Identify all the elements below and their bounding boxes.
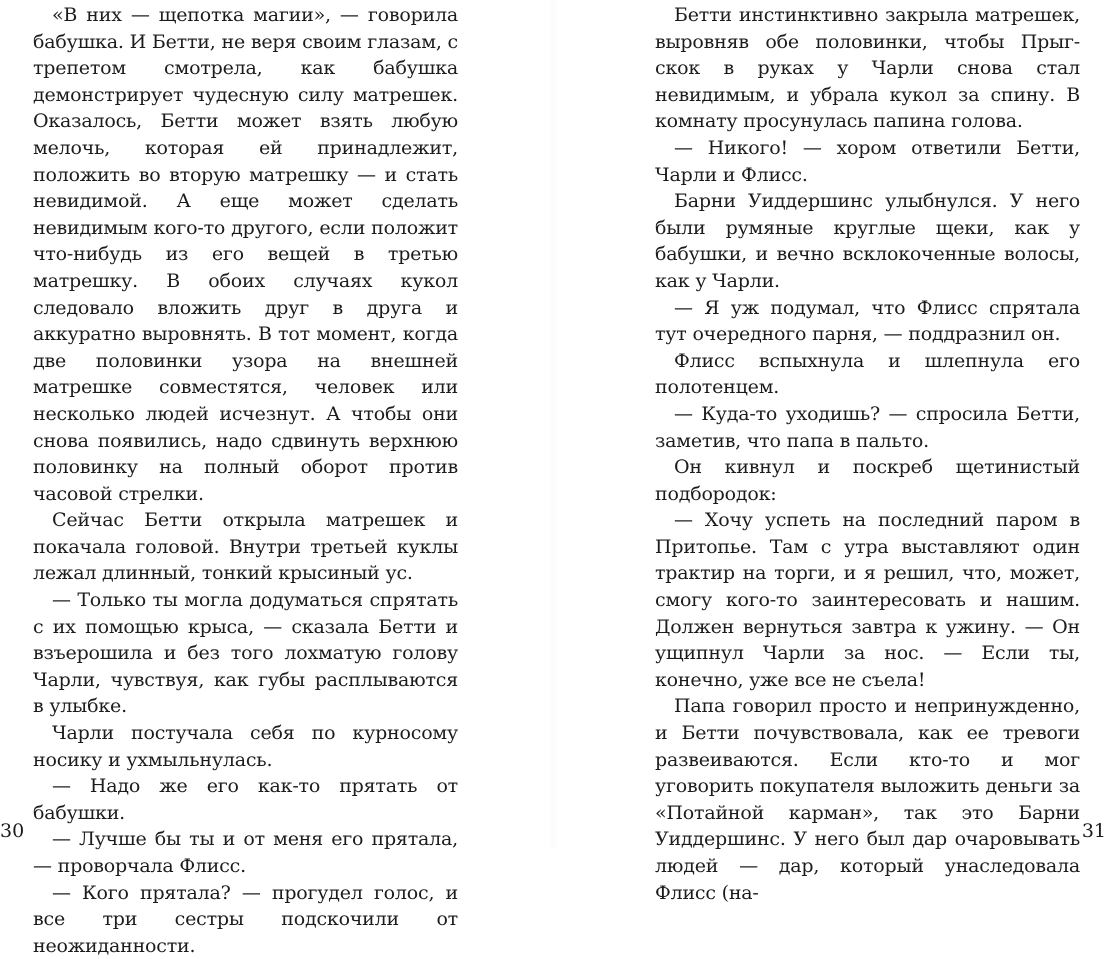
paragraph: Барни Уиддершинс улыбнулся. У него были румяные круглые щеки, как у бабушки, и вечно всклокоченные волосы, как у Чарли. — [655, 190, 1080, 292]
paragraph: Бетти инстинктивно закрыла матрешек, выровняв обе половинки, чтобы Прыг-скок в руках у Чарли снова стал невидимым, и убрала кукол за спину. В комнату просунулась папина голова. — [655, 4, 1080, 133]
paragraph: «В них — щепотка магии», — говорила бабушка. И Бетти, не веря своим глазам, с трепетом смотрела, как бабушка демонстрирует чудесную силу матрешек. Оказалось, Бетти может взять любую мелочь, которая ей принадлежит, положить во вторую матрешку — и стать невидимой. А еще может сделать невидимым кого-то другого, если положит что-нибудь из его вещей в третью матрешку. В обоих случаях кукол следовало вложить друг в друга и аккуратно выровнять. В тот момент, когда две половинки узора на внешней матрешке совместятся, человек или несколько людей исчезнут. А чтобы они снова появились, надо сдвинуть верхнюю половинку на полный оборот против часовой стрелки. — [33, 4, 458, 505]
right-page — [553, 0, 1106, 904]
paragraph: Сейчас Бетти открыла матрешек и покачала головой. Внутри третьей куклы лежал длинный, тонкий крысиный ус. — [33, 509, 458, 585]
page-number-left: 30 — [0, 820, 25, 842]
right-page-text — [655, 2, 1080, 906]
paragraph: — Лучше бы ты и от меня его прятала, — проворчала Флисс. — [33, 828, 458, 877]
left-page — [0, 0, 553, 957]
page-number-right: 31 — [1081, 820, 1106, 842]
paragraph: — Хочу успеть на последний паром в Притопье. Там с утра выставляют один трактир на торги, и я решил, что, может, смогу кого-то заинтересовать и нашим. Должен вернуться завтра к ужину. — Он ущипнул Чарли за нос. — Если ты, конечно, уже все не съела! — [655, 509, 1080, 691]
paragraph: — Я уж подумал, что Флисс спрятала тут очередного парня, — поддразнил он. — [655, 296, 1080, 346]
paragraph: Папа говорил просто и непринужденно, и Бетти почувствовала, как ее тревоги развеиваются. Если кто-то и мог уговорить покупателя выложить деньги за «Потайной карман», так это Барни Уиддершинс. У него был дар очаровывать людей — дар, который унаследовала Флисс (на- — [655, 695, 1080, 904]
paragraph: Чарли постучала себя по курносому носику и ухмыльнулась. — [33, 722, 458, 771]
paragraph: — Куда-то уходишь? — спросила Бетти, заметив, что папа в пальто. — [655, 402, 1080, 452]
paragraph: — Никого! — хором ответили Бетти, Чарли и Флисс. — [655, 136, 1080, 186]
paragraph: Он кивнул и поскреб щетинистый подбородок: — [655, 456, 1080, 505]
paragraph: — Только ты могла додуматься спрятать с их помощью крыса, — сказала Бетти и взъерошила и без того лохматую голову Чарли, чувствуя, как губы расплываются в улыбке. — [33, 589, 458, 718]
paragraph: — Кого прятала? — прогудел голос, и все три сестры подскочили от неожиданности. — [33, 881, 458, 957]
paragraph: — Надо же его как-то прятать от бабушки. — [33, 775, 458, 824]
left-page-text — [33, 2, 458, 959]
paragraph: Флисс вспыхнула и шлепнула его полотенцем. — [655, 349, 1080, 399]
